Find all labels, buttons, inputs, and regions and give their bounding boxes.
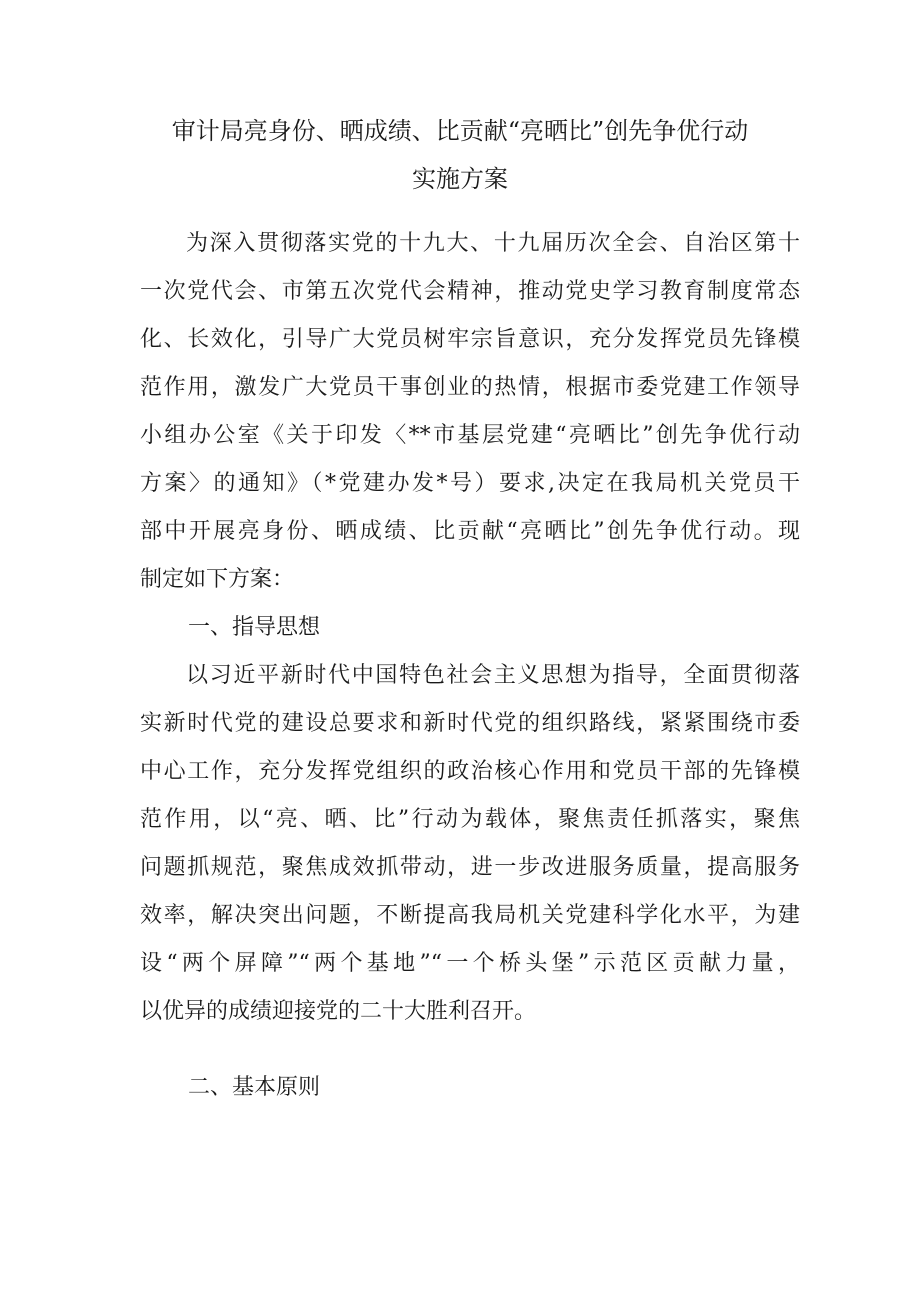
section1-line: 实新时代党的建设总要求和新时代党的组织路线，紧紧围绕市委 bbox=[140, 711, 800, 736]
section1-line: 效率，解决突出问题，不断提高我局机关党建科学化水平，为建 bbox=[140, 903, 800, 928]
section1-line: 中心工作，充分发挥党组织的政治核心作用和党员干部的先锋模 bbox=[140, 759, 800, 784]
intro-line: 范作用，激发广大党员干事创业的热情，根据市委党建工作领导 bbox=[140, 375, 800, 400]
section1-line: 范作用，以“亮、晒、比”行动为载体，聚焦责任抓落实，聚焦 bbox=[140, 807, 800, 832]
intro-line: 小组办公室《关于印发〈**市基层党建“亮晒比”创先争优行动 bbox=[140, 423, 800, 448]
intro-line: 制定如下方案： bbox=[140, 567, 295, 592]
intro-line: 部中开展亮身份、晒成绩、比贡献“亮晒比”创先争优行动。现 bbox=[140, 519, 800, 544]
section-heading-guiding-ideology: 一、指导思想 bbox=[188, 615, 321, 640]
intro-line: 为深入贯彻落实党的十九大、十九届历次全会、自治区第十 bbox=[186, 231, 800, 256]
document-title-line-1: 审计局亮身份、晒成绩、比贡献“亮晒比”创先争优行动 bbox=[171, 117, 749, 145]
section1-line: 问题抓规范，聚焦成效抓带动，进一步改进服务质量，提高服务 bbox=[140, 855, 800, 880]
intro-line: 一次党代会、市第五次党代会精神，推动党史学习教育制度常态 bbox=[140, 279, 800, 304]
intro-line: 化、长效化，引导广大党员树牢宗旨意识，充分发挥党员先锋模 bbox=[140, 327, 800, 352]
section1-line: 以习近平新时代中国特色社会主义思想为指导，全面贯彻落 bbox=[186, 663, 800, 688]
section1-line: 设“两个屏障”“两个基地”“一个桥头堡”示范区贡献力量， bbox=[140, 951, 800, 976]
section1-line: 以优异的成绩迎接党的二十大胜利召开。 bbox=[140, 999, 537, 1024]
document-title-line-2: 实施方案 bbox=[412, 165, 508, 193]
section-heading-basic-principles: 二、基本原则 bbox=[188, 1075, 321, 1100]
intro-line: 方案〉的通知》（*党建办发*号）要求,决定在我局机关党员干 bbox=[140, 471, 800, 496]
